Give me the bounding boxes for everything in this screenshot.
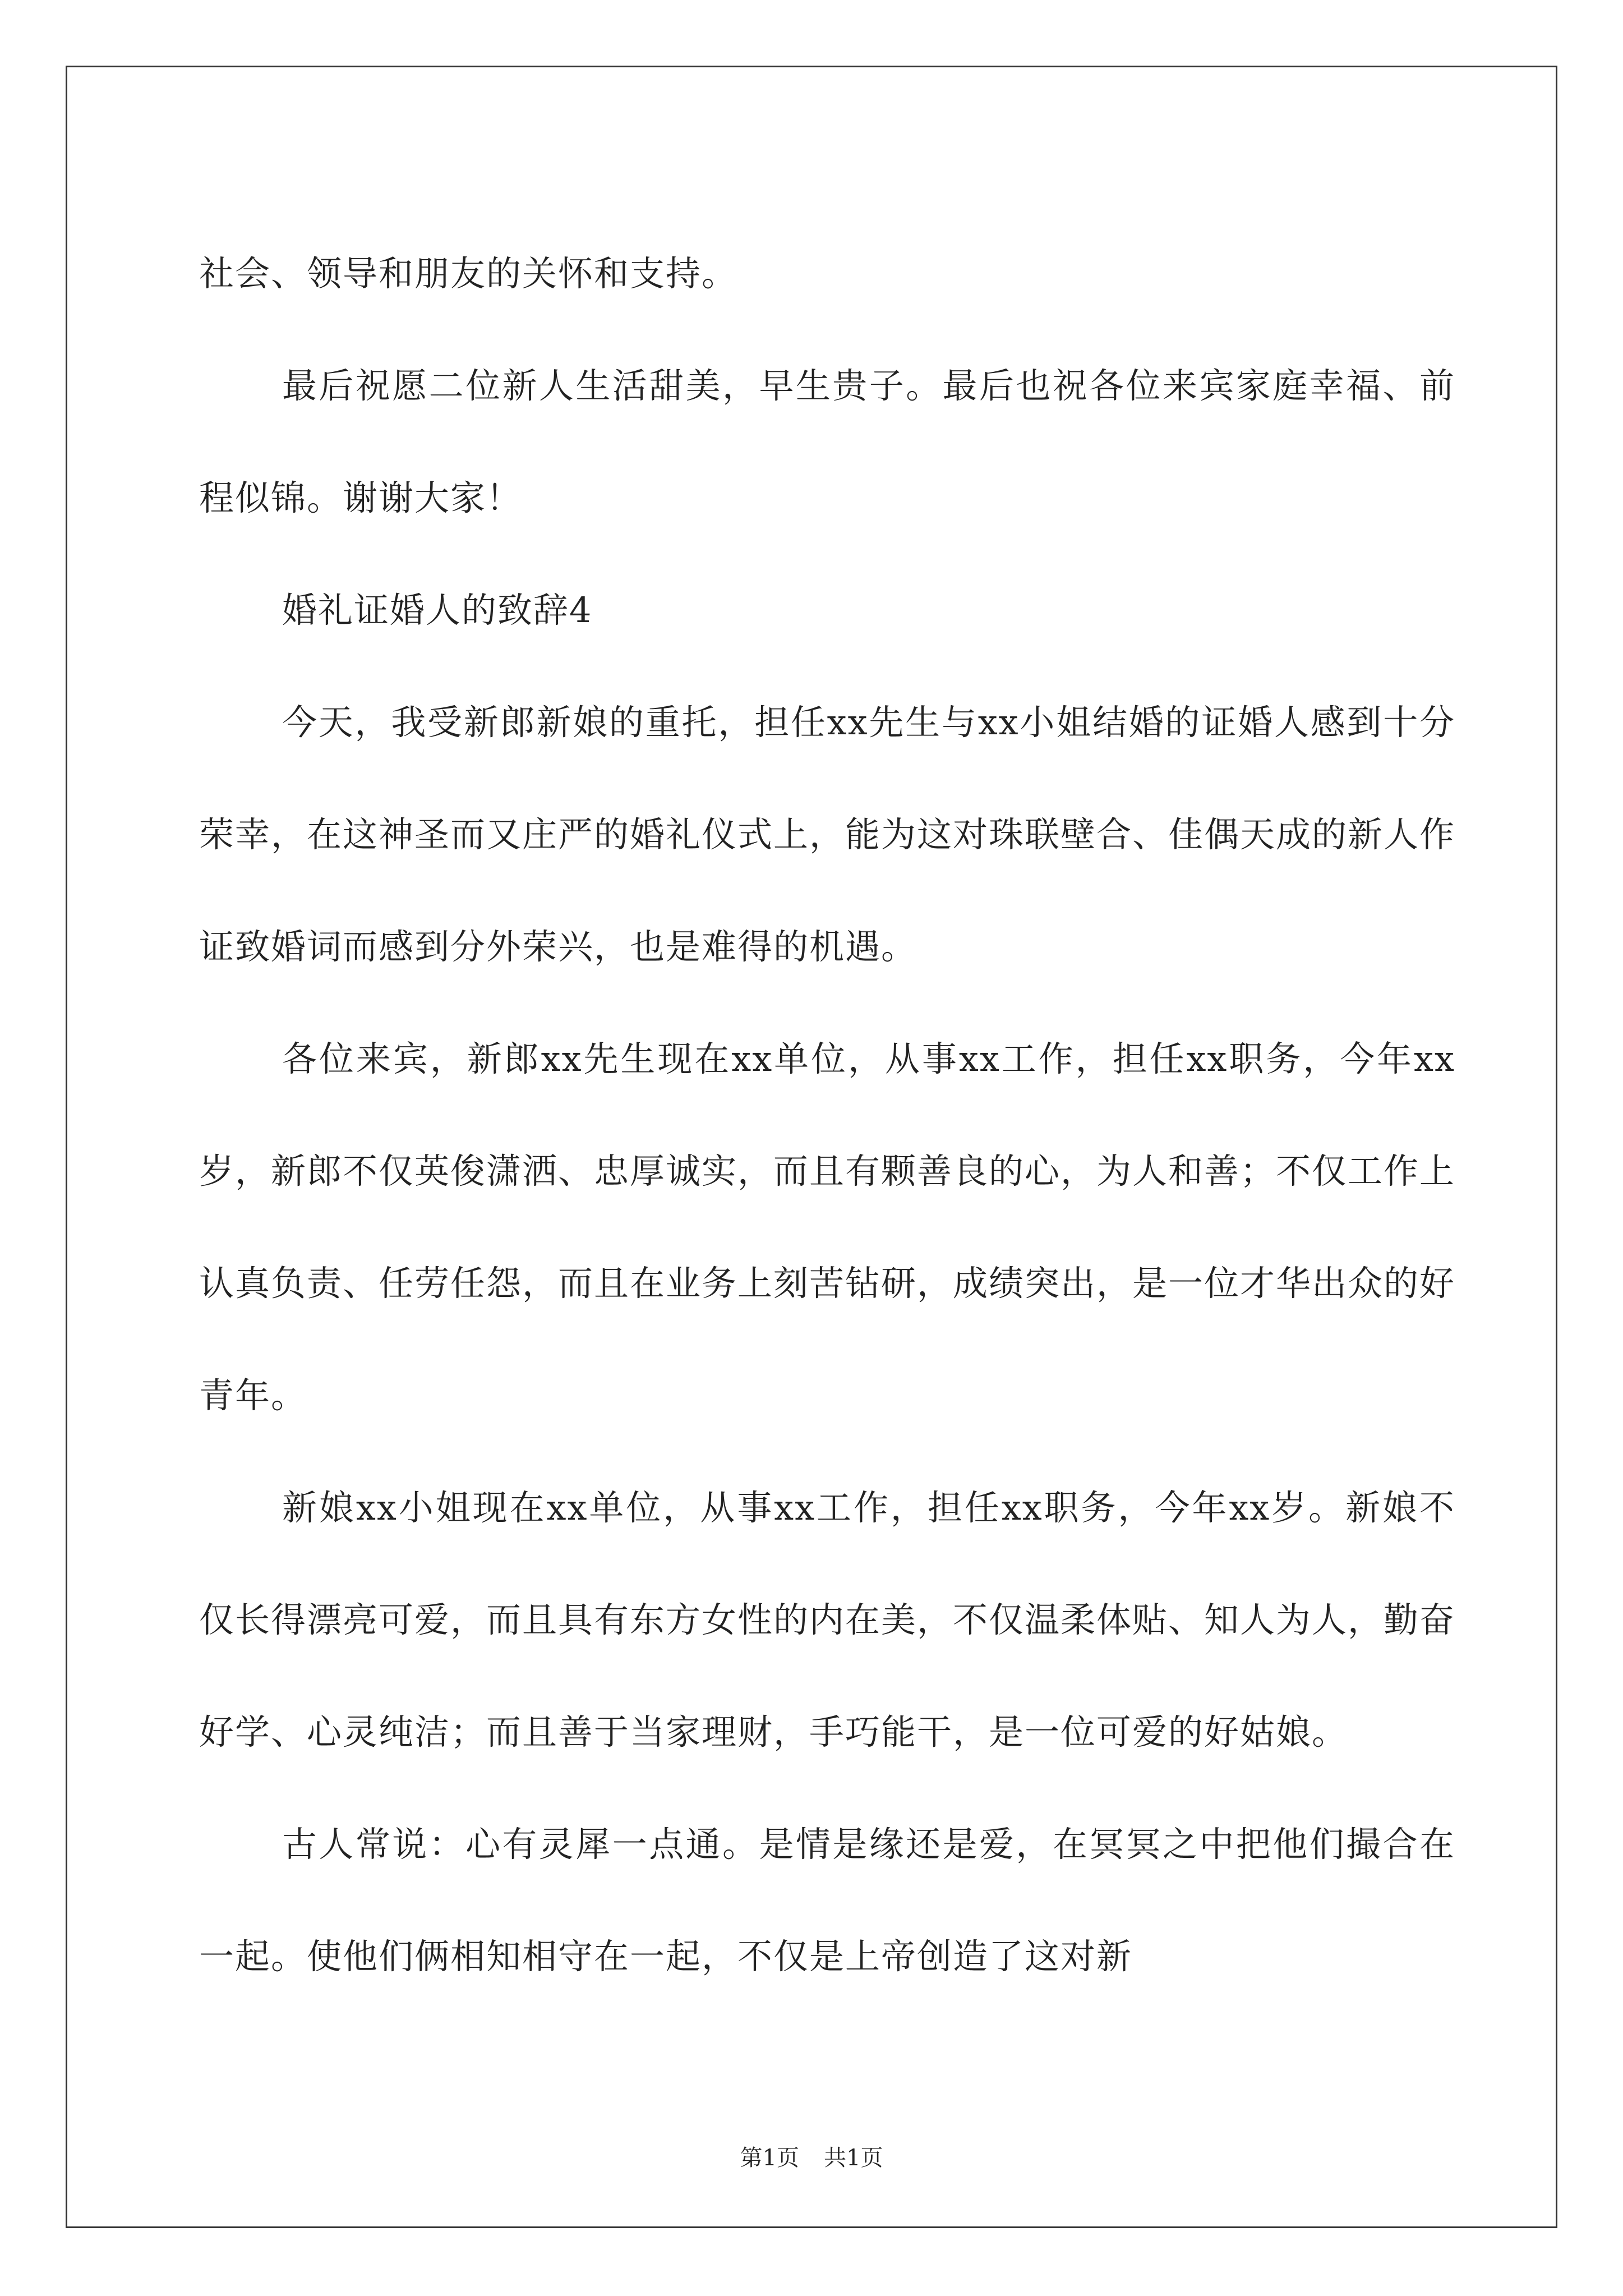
section-heading: 婚礼证婚人的致辞4 xyxy=(282,590,593,631)
page-footer xyxy=(0,2145,1623,2171)
page-number: 第1页 xyxy=(740,2145,799,2171)
paragraph-4: 各位来宾，新郎xx先生现在xx单位，从事xx工作，担任xx职务，今年xx岁，新郎不仅英俊潇洒、忠厚诚实，而且有颗善良的心，为人和善；不仅工作上认真负责、任劳任怨，而且在业务上刻苦钻研，成绩突出，是一位才华出众的好青年。 xyxy=(199,1038,1456,1416)
paragraph-5: 新娘xx小姐现在xx单位，从事xx工作，担任xx职务，今年xx岁。新娘不仅长得漂亮可爱，而且具有东方女性的内在美，不仅温柔体贴、知人为人，勤奋好学、心灵纯洁；而且善于当家理财，手巧能干，是一位可爱的好姑娘。 xyxy=(199,1487,1456,1752)
paragraph-3: 今天，我受新郎新娘的重托，担任xx先生与xx小姐结婚的证婚人感到十分荣幸，在这神圣而又庄严的婚礼仪式上，能为这对珠联壁合、佳偶天成的新人作证致婚词而感到分外荣兴，也是难得的机遇。 xyxy=(199,702,1456,967)
document-body xyxy=(199,218,1455,2013)
paragraph-2: 最后祝愿二位新人生活甜美，早生贵子。最后也祝各位来宾家庭幸福、前程似锦。谢谢大家！ xyxy=(199,365,1455,518)
page-total: 共1页 xyxy=(824,2145,883,2171)
paragraph-1: 社会、领导和朋友的关怀和支持。 xyxy=(199,253,738,294)
paragraph-6: 古人常说：心有灵犀一点通。是情是缘还是爱，在冥冥之中把他们撮合在一起。使他们俩相知相守在一起，不仅是上帝创造了这对新 xyxy=(199,1824,1455,1977)
